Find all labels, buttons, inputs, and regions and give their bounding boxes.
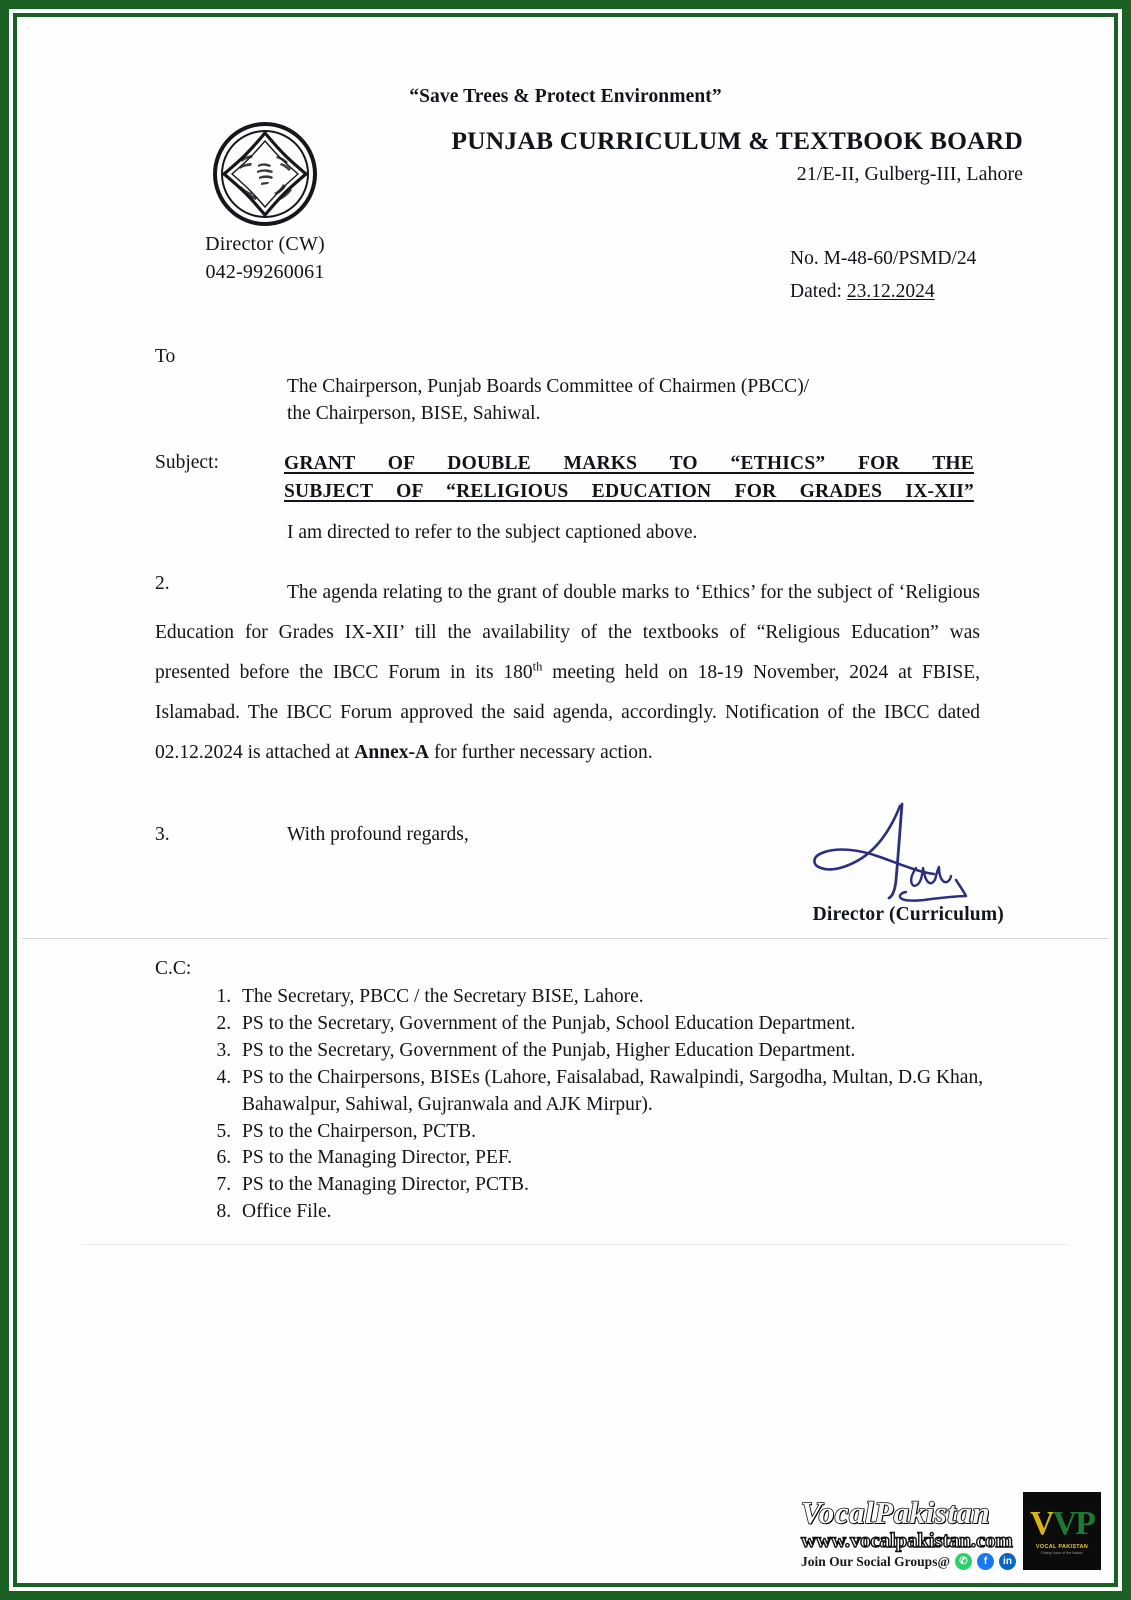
watermark-brand: [801, 1494, 1016, 1530]
watermark-logo-mark: VVP: [1030, 1505, 1094, 1542]
signatory-designation: Director (Curriculum): [812, 904, 1004, 925]
addressee-line-2: the Chairperson, BISE, Sahiwal.: [287, 402, 541, 424]
cc-item: 4. PS to the Chairpersons, BISEs (Lahore, Faisalabad, Rawalpindi, Sargodha, Multan, D.G Khan, Bahawalpur, Sahiwal, Gujranwala and AJK Mirpur).: [236, 1065, 1046, 1119]
facebook-icon[interactable]: f: [977, 1553, 994, 1570]
watermark-logo-letters: VP: [1052, 1505, 1094, 1542]
intro-line: I am directed to refer to the subject captioned above.: [287, 522, 698, 543]
subject-line-1: GRANT OF DOUBLE MARKS TO “ETHICS” FOR THE: [284, 453, 974, 474]
paragraph-2-superscript: th: [532, 659, 543, 674]
paragraph-2-text-part-1: The agenda relating to the grant of double marks to ‘Ethics’ for the subject of ‘Religious Education for Grades IX-XII’ till the availability of the textbooks of “Religious Education” was presented before the IBCC Forum in its 180: [155, 582, 980, 683]
eco-slogan: “Save Trees & Protect Environment”: [409, 86, 722, 107]
cc-item: 1. The Secretary, PBCC / the Secretary BISE, Lahore.: [236, 984, 1046, 1011]
watermark-text-block: [801, 1494, 1020, 1570]
to-label: To: [155, 346, 176, 367]
handwritten-signature: [788, 800, 1003, 910]
watermark-brand-part-2: Pakistan: [874, 1494, 991, 1530]
watermark-brand-part-1: Vocal: [801, 1494, 875, 1530]
paragraph-3-number: 3.: [155, 824, 170, 845]
vocalpakistan-watermark: [801, 1492, 1101, 1570]
reference-date: [790, 281, 935, 303]
watermark-logo-caption: VOCAL PAKISTAN: [1035, 1544, 1089, 1550]
signature-ink-mark: [788, 800, 1003, 910]
watermark-url: www.vocalpakistan.com: [801, 1527, 1013, 1552]
paragraph-2-number: 2.: [155, 573, 170, 594]
cc-list: [194, 984, 1046, 1226]
paragraph-2-body: [155, 573, 980, 773]
cc-label: C.C:: [155, 958, 192, 979]
cc-item: 7. PS to the Managing Director, PCTB.: [236, 1172, 1046, 1199]
addressee-block: [287, 374, 809, 428]
subject-line-2: SUBJECT OF “RELIGIOUS EDUCATION FOR GRADES IX-XII”: [284, 480, 974, 502]
official-seal-block: [170, 122, 360, 284]
cc-item: 5. PS to the Chairperson, PCTB.: [236, 1119, 1046, 1146]
paragraph-3-body: With profound regards,: [287, 824, 469, 845]
addressee-line-1: The Chairperson, Punjab Boards Committee of Chairmen (PBCC)/: [287, 376, 810, 397]
document-page: [22, 22, 1109, 1578]
seal-role-label: Director (CW): [205, 233, 325, 255]
date-prefix: Dated:: [790, 281, 847, 302]
watermark-logo: [1023, 1492, 1101, 1570]
cc-item: 2. PS to the Secretary, Government of the Punjab, School Education Department.: [236, 1011, 1046, 1038]
scan-artifact-smudge: [82, 1244, 1069, 1245]
annex-reference: Annex-A: [354, 741, 430, 763]
linkedin-icon[interactable]: in: [999, 1553, 1016, 1570]
scan-artifact-line: [22, 938, 1109, 939]
subject-text: [284, 450, 974, 505]
organization-address: 21/E-II, Gulberg-III, Lahore: [796, 163, 1023, 185]
date-value: 23.12.2024: [846, 281, 935, 302]
cc-item: 8. Office File.: [236, 1199, 1046, 1226]
pctb-seal-icon: [213, 122, 317, 226]
paragraph-2-text-part-3: for further necessary action.: [429, 741, 653, 763]
paragraph-2-text-part-2: meeting held on 18-19 November, 2024 at FBISE, Islamabad. The IBCC Forum approved the said agenda, accordingly. Notification of the IBCC dated 02.12.2024 is attached at: [155, 661, 980, 763]
watermark-logo-subcaption: Rising Voice of the Nation: [1041, 1551, 1083, 1555]
reference-number: No. M-48-60/PSMD/24: [790, 248, 977, 269]
watermark-social-row: [801, 1553, 1016, 1570]
watermark-join-text: Join Our Social Groups@: [801, 1553, 950, 1569]
subject-label: Subject:: [155, 452, 219, 473]
whatsapp-icon[interactable]: ✆: [955, 1553, 972, 1570]
cc-item: 3. PS to the Secretary, Government of the Punjab, Higher Education Department.: [236, 1038, 1046, 1065]
cc-item: 6. PS to the Managing Director, PEF.: [236, 1145, 1046, 1172]
organization-title: PUNJAB CURRICULUM & TEXTBOOK BOARD: [451, 126, 1023, 155]
seal-phone-number: 042-99260061: [205, 261, 325, 283]
